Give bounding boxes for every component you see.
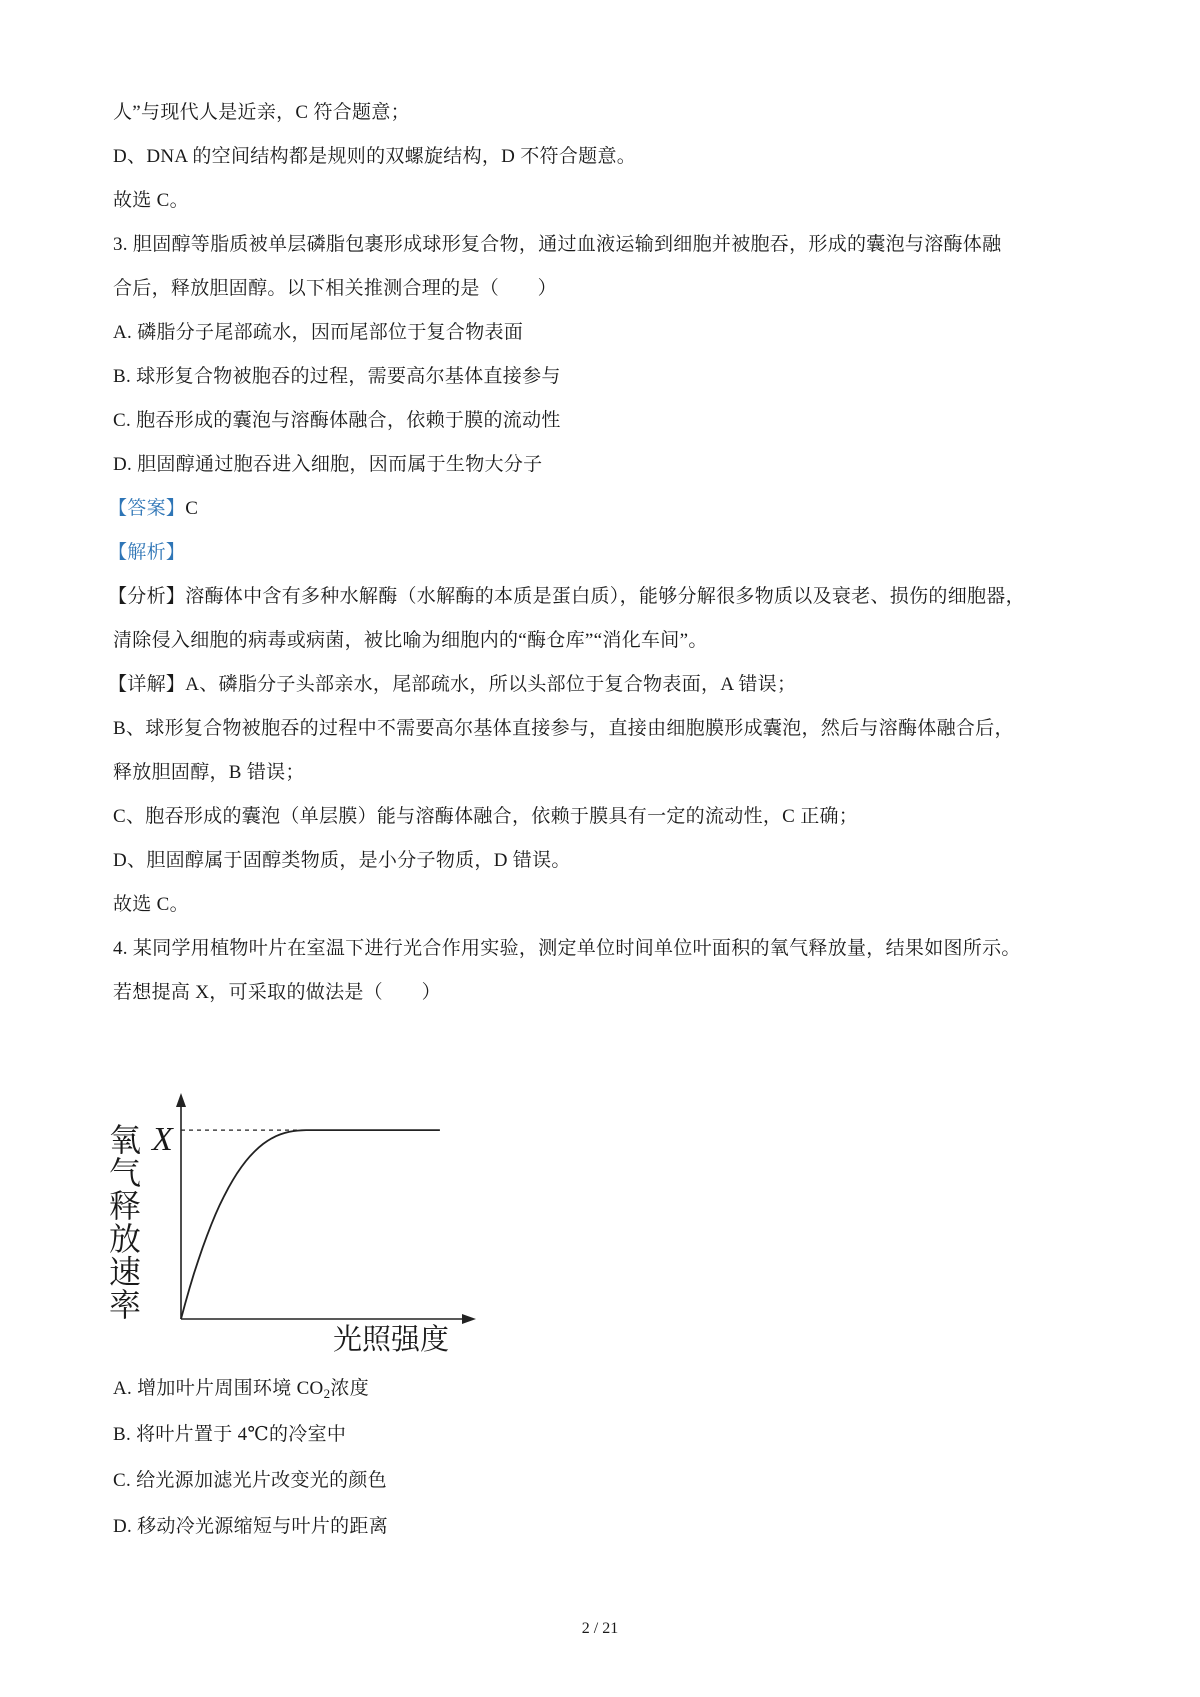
answer-value: C bbox=[185, 498, 199, 519]
q4-stem: 4. 某同学用植物叶片在室温下进行光合作用实验，测定单位时间单位叶面积的氧气释放量，结果如图所示。 bbox=[113, 938, 1021, 959]
answer-label: 【答案】 bbox=[108, 498, 186, 519]
xiangjie-c: C、胞吞形成的囊泡（单层膜）能与溶酶体融合，依赖于膜具有一定的流动性，C 正确； bbox=[113, 806, 859, 827]
q4-option-d: D. 移动冷光源缩短与叶片的距离 bbox=[113, 1516, 389, 1537]
fenxi-label: 【分析】 bbox=[108, 586, 186, 607]
analysis-label: 【解析】 bbox=[108, 542, 186, 563]
fenxi-text: 溶酶体中含有多种水解酶（水解酶的本质是蛋白质），能够分解很多物质以及衰老、损伤的细胞器， bbox=[185, 586, 1025, 607]
x-axis-arrow-icon bbox=[462, 1314, 476, 1324]
q4-option-c: C. 给光源加滤光片改变光的颜色 bbox=[113, 1470, 387, 1491]
xiangjie-b: B、球形复合物被胞吞的过程中不需要高尔基体直接参与，直接由细胞膜形成囊泡，然后与溶酶体融合后， bbox=[113, 718, 1014, 739]
xiangjie-b-cont: 释放胆固醇，B 错误； bbox=[113, 762, 305, 783]
prev-conclusion: 故选 C。 bbox=[113, 190, 189, 211]
subscript: 2 bbox=[323, 1386, 331, 1401]
series-line bbox=[181, 1130, 440, 1319]
q3-conclusion: 故选 C。 bbox=[113, 894, 189, 915]
chart-plateau-label: X bbox=[152, 1121, 173, 1158]
q4-option-b: B. 将叶片置于 4℃的冷室中 bbox=[113, 1424, 347, 1445]
prev-explanation-line: D、DNA 的空间结构都是规则的双螺旋结构，D 不符合题意。 bbox=[113, 146, 637, 167]
q3-stem: 3. 胆固醇等脂质被单层磷脂包裹形成球形复合物，通过血液运输到细胞并被胞吞，形成的囊泡与溶酶体融 bbox=[113, 234, 1002, 255]
q3-xiangjie bbox=[108, 673, 796, 697]
q4-stem: 若想提高 X，可采取的做法是（ ） bbox=[113, 982, 441, 1003]
q3-fenxi bbox=[108, 585, 1025, 609]
q3-option-c: C. 胞吞形成的囊泡与溶酶体融合，依赖于膜的流动性 bbox=[113, 410, 561, 431]
q3-option-a: A. 磷脂分子尾部疏水，因而尾部位于复合物表面 bbox=[113, 322, 524, 343]
y-axis-arrow-icon bbox=[176, 1093, 186, 1107]
page-number: 2 / 21 bbox=[581, 1620, 619, 1637]
xiangjie-a: A、磷脂分子头部亲水，尾部疏水，所以头部位于复合物表面，A 错误； bbox=[185, 674, 797, 695]
chart-y-axis-label: 氧气释放速率 bbox=[104, 1123, 142, 1321]
chart-x-axis-label: 光照强度 bbox=[333, 1322, 450, 1356]
prev-explanation-line: 人”与现代人是近亲，C 符合题意； bbox=[113, 102, 410, 123]
q3-stem: 合后，释放胆固醇。以下相关推测合理的是（ ） bbox=[113, 278, 557, 299]
q4-option-a bbox=[113, 1377, 369, 1406]
option-a-text: A. 增加叶片周围环境 CO bbox=[113, 1378, 324, 1399]
q3-option-b: B. 球形复合物被胞吞的过程，需要高尔基体直接参与 bbox=[113, 366, 561, 387]
xiangjie-label: 【详解】 bbox=[108, 674, 186, 695]
q3-answer bbox=[108, 497, 198, 521]
q3-option-d: D. 胆固醇通过胞吞进入细胞，因而属于生物大分子 bbox=[113, 454, 543, 475]
q3-fenxi-cont: 清除侵入细胞的病毒或病菌，被比喻为细胞内的“酶仓库”“消化车间”。 bbox=[113, 630, 708, 651]
xiangjie-d: D、胆固醇属于固醇类物质，是小分子物质，D 错误。 bbox=[113, 850, 571, 871]
option-a-text-end: 浓度 bbox=[330, 1378, 369, 1399]
